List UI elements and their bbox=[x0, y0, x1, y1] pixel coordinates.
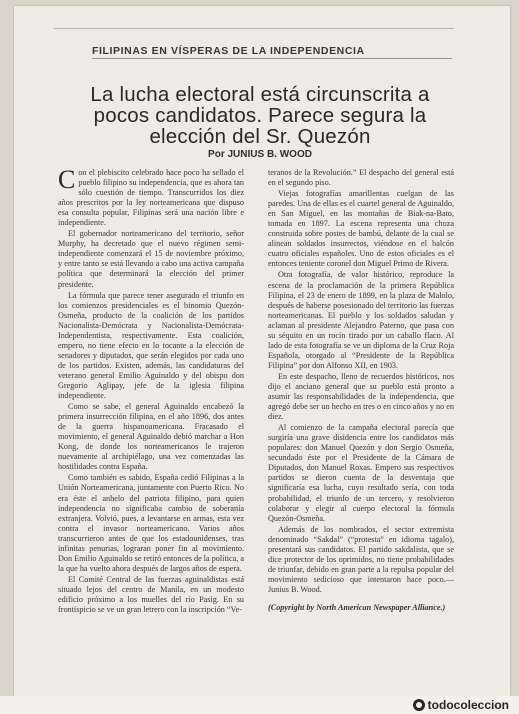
article-column-right bbox=[268, 168, 454, 614]
brand-logo-icon bbox=[413, 699, 425, 711]
article-paragraph: Con el plebiscito celebrado hace poco ha sellado el pueblo filipino su independencia, que es ahora tan sólo cuestión de tiempo. Transcurridos los diez años prescritos por la ley norteamericana que dispuso esa consulta popular, Filipinas será una nación libre e independiente. bbox=[58, 165, 244, 228]
article-paragraph: Además de los nombrados, el sector extremista denominado “Sakdal” (“protesta” en idioma tagalo), presentará sus candidatos. El partido sakdalista, que se dice protector de los oprimidos, no tiene probabilidades de triunfar, debido en gran parte a la repulsa popular del movimiento sedicioso que intentaron hace poco.—Junius B. Wood. bbox=[268, 524, 454, 594]
brand-logo bbox=[413, 698, 509, 712]
kicker-rule bbox=[92, 58, 452, 59]
section-kicker: FILIPINAS EN VÍSPERAS DE LA INDEPENDENCIA bbox=[92, 45, 365, 57]
brand-name: todocoleccion bbox=[427, 698, 509, 712]
article-paragraph: En este despacho, lleno de recuerdos históricos, nos dijo el anciano general que su pueblo está pronto a asumir las responsabilidades de la independencia, que agregó debe ser un hecho en tres o en cinco años y no en diez. bbox=[268, 371, 454, 422]
article-paragraph: Como se sabe, el general Aguinaldo encabezó la primera insurrección filipina, en el año 1896, dos antes de la guerra hispanoamericana. Fracasado el movimiento, el general Aguinaldo debió marchar a Hon Kong, de donde los norteamericanos le trajeron nuevamente al archipiélago, una vez comenzadas las hostilidades contra España. bbox=[58, 402, 244, 472]
article-paragraph: La fórmula que parece tener asegurado el triunfo en los comienzos presidenciales es el binomio Quezón-Osmeña, producto de la coalición de los partidos Nacionalista-Demócrata y Nacionalista-Demócrata-Independentista, respectivamente. Esta coalición, empero, no tiene efecto en lo tocante a la elección de senadores y diputados, que serán elegidos por cada uno de los partidos. Existen, además, las candidaturas del veterano general Emilio Aguinaldo y del obispo don Gregorio Aglipay, jefe de la iglesia filipina independiente. bbox=[58, 290, 244, 401]
drop-cap: C bbox=[58, 165, 76, 194]
magazine-page bbox=[14, 6, 510, 696]
article-headline: La lucha electoral está circunscrita a pocos candidatos. Parece segura la elección del Sr. Quezón bbox=[90, 82, 430, 148]
article-byline: Por JUNIUS B. WOOD bbox=[208, 149, 312, 160]
article-paragraph: El Comité Central de las fuerzas aguinaldistas está situado lejos del centro de Manila, en un modesto edificio próximo a los muelles del río Pasig. En su frontispicio se ve un gran letrero con la inscripción “Ve- bbox=[58, 574, 244, 615]
article-paragraph: Viejas fotografías amarillentas cuelgan de las paredes. Una de ellas es el cuartel general de Aguinaldo, en San Miguel, en las montañas de Biak-na-Bato, tomada en 1897. La escena representa una choza construida sobre postes de bambú, delante de la cual se alinean soldados insurrectos, viéndose en el balcón cuatro oficiales españoles. Uno de estos oficiales es el entonces teniente coronel don Miguel Primo de Rivera. bbox=[268, 189, 454, 269]
article-paragraph: Otra fotografía, de valor histórico, reproduce la escena de la proclamación de la primera República Filipina, el 23 de enero de 1899, en la plaza de Malolo, después de haberse posesionado del territorio las fuerzas norteamericanas. El pueblo y los soldados saludan y aclaman al presidente Alejandro Paterno, que pasa con su séquito en un rocín tirado por un caballo flaco. Al lado de esta fotografía se ve un diploma de la Cruz Roja Española, otorgado al “Presidente de la República Filipina” por don Alfonso XII, en 1903. bbox=[268, 270, 454, 370]
copyright-credit: (Copyright by North American Newspaper Alliance.) bbox=[268, 602, 446, 612]
article-paragraph: Al comienzo de la campaña electoral parecía que surgiría una grave disidencia entre los candidatos más populares: don Manuel Quezón y don Sergio Osmeña, secundado éste por el Presidente de la Cámara de Diputados, don Manuel Roxas. Empero sus respectivos partidos se dieron cuenta de la desventaja que significaría esa lucha, cuyo resultado sería, con toda probabilidad, el triunfo de un tercero, y resolvieron colaborar y elegir al cuerpo electoral la fórmula Quezón-Osmeña. bbox=[268, 423, 454, 523]
article-paragraph: Como también es sabido, España cedió Filipinas a la Unión Norteamericana, juntamente con Puerto Rico. No era éste el anhelo del patriota filipino, para quien independencia no significaba cambio de soberanía extranjera. Volvió, pues, a levantarse en armas, esta vez contra el invasor norteamericano. Varios años transcurrieron antes de que los estadounidenses, tras infinitas penurias, lograran poner fin al movimiento. Don Emilio Aguinaldo se retiró entonces de la política, a la que ha vuelto ahora después de largos años de espera. bbox=[58, 473, 244, 573]
article-paragraph: teranos de la Revolución.” El despacho del general está en el segundo piso. bbox=[268, 168, 454, 188]
article-paragraph: El gobernador norteamericano del territorio, señor Murphy, ha decretado que el nuevo régimen semi-independiente comenzará el 15 de noviembre próximo, y entre tanto se está llevando a cabo una activa campaña política que determinará la elección del primer presidente. bbox=[58, 229, 244, 289]
top-rule bbox=[54, 28, 454, 29]
article-column-left bbox=[58, 165, 244, 616]
